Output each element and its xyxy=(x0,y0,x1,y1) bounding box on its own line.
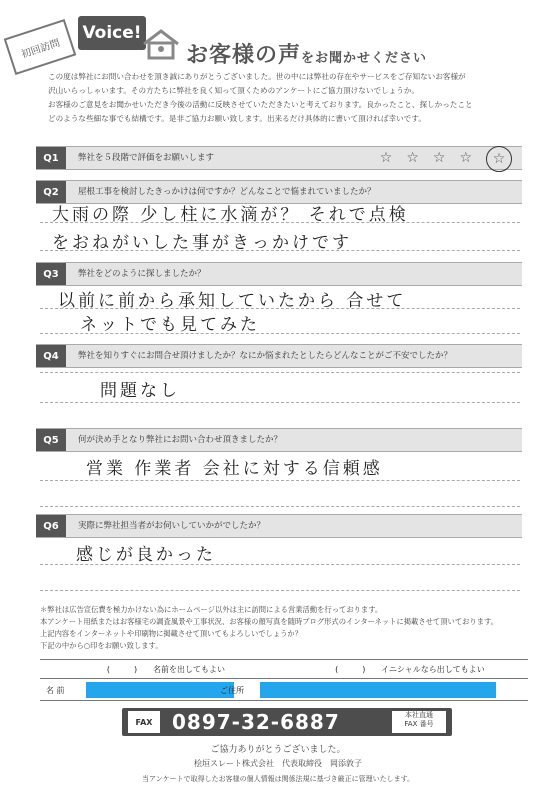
question-text: 弊社を知りすぐにお問合せ頂けましたか？なにか悩まれたとしたらどんなことがご不安でしたか？ xyxy=(78,351,453,361)
divider xyxy=(40,590,520,591)
house-icon xyxy=(140,28,182,60)
name-redaction xyxy=(86,682,234,698)
answer-2-line-1: 大雨の際 少し柱に水滴が？ それで点検 xyxy=(52,205,409,225)
question-5 xyxy=(36,428,522,452)
fax-icon: FAX xyxy=(128,711,160,733)
question-6 xyxy=(36,514,522,538)
question-number: Q3 xyxy=(36,263,66,285)
fax-number: 0897-32-6887 xyxy=(172,710,340,734)
fax-bar xyxy=(122,708,452,736)
question-number: Q2 xyxy=(36,181,66,203)
intro-text: この度は弊社にお問い合わせを頂き誠にありがとうございました。世の中には弊社の存在やサービスをご存知ないお客様が 沢山いらっしゃいます。その方たちに弊社を良く知って頂くためのアンケートにご協力頂けないでしょうか。 お客様のご意見をお聞かせいただき今後の活動に反映させていただきたいと考えております。良かったこと、探しかったこと どのような些細な事でも結構です。是非ご協力お願い致します。出来るだけ具体的に書いて頂ければ幸いです。 xyxy=(48,72,473,123)
divider xyxy=(40,222,520,223)
contact-row xyxy=(40,680,528,701)
divider xyxy=(40,250,520,251)
option-initial[interactable]: ( ) イニシャルなら出してもよい xyxy=(335,664,485,674)
divider xyxy=(40,564,520,565)
star-icon: ☆ xyxy=(459,150,472,166)
star-icon: ☆ xyxy=(379,150,393,166)
answer-3-line-1: 以前に前から承知していたから 合せて xyxy=(58,291,407,311)
answer-5: 営業 作業者 会社に対する信頼感 xyxy=(86,459,383,479)
page-title: お客様の声をお聞かせください xyxy=(186,43,428,68)
option-name[interactable]: ( ) 名前を出してもよい xyxy=(106,664,225,674)
thanks-text: ご協力ありがとうございました。 xyxy=(210,745,346,755)
voice-badge: Voice! xyxy=(78,16,146,50)
publish-options xyxy=(40,659,528,679)
address-redaction xyxy=(260,682,496,698)
divider xyxy=(40,372,520,373)
star-icon: ☆ xyxy=(432,150,446,166)
answer-6: 感じが良かった xyxy=(76,545,216,565)
question-text: 何が決め手となり弊社にお問い合わせ頂きましたか？ xyxy=(78,435,283,445)
question-text: 弊社を５段階で評価をお願いします xyxy=(78,153,215,163)
question-4 xyxy=(36,344,522,368)
answer-2-line-2: をおねがいした事がきっかけです xyxy=(52,233,352,253)
divider xyxy=(40,333,520,334)
question-number: Q6 xyxy=(36,515,66,537)
answer-4: 問題なし xyxy=(100,381,180,401)
name-label: 名 前 xyxy=(46,686,65,695)
publication-notes: ＊弊社は広告宣伝費を極力かけない為にホームページ以外は主に訪問による営業活動を行っております。 本アンケート用紙またはお客様宅の調査風景や工事状況、お客様の顔写真を随時ブログ形式のインターネットに掲載させて頂いております。 上記内容をインターネットや印刷物に掲載させて頂いてもよろしいでしょうか？ 下記の中から○印をお願い致します。 xyxy=(40,605,499,650)
question-text: 実際に弊社担当者がお伺いしていかがでしたか？ xyxy=(78,521,266,531)
question-text: 屋根工事を検討したきっかけは何ですか？どんなことで悩まれていましたか？ xyxy=(78,187,376,197)
question-text: 弊社をどのように探しましたか？ xyxy=(78,269,206,279)
divider xyxy=(40,506,520,507)
fax-label: 本社直通 FAX 番号 xyxy=(392,711,446,733)
divider xyxy=(40,480,520,481)
question-number: Q4 xyxy=(36,345,66,367)
address-label: ご住所 xyxy=(220,686,244,695)
answer-3-line-2: ネットでも見てみた xyxy=(80,315,260,335)
privacy-text: 当アンケートで取得したお客様の個人情報は関係法規に基づき厳正に管理いたします。 xyxy=(141,775,415,783)
question-1 xyxy=(36,146,522,170)
selected-star-icon: ☆ xyxy=(486,146,512,172)
company-text: 桧垣スレート株式会社 代表取締役 岡添敦子 xyxy=(194,759,362,768)
first-visit-badge: 初回訪問 xyxy=(4,19,77,75)
question-3 xyxy=(36,262,522,286)
question-number: Q1 xyxy=(36,147,66,169)
divider xyxy=(40,402,520,403)
divider xyxy=(40,308,520,309)
question-number: Q5 xyxy=(36,429,66,451)
star-icon: ☆ xyxy=(406,150,419,166)
rating-stars xyxy=(380,147,512,169)
